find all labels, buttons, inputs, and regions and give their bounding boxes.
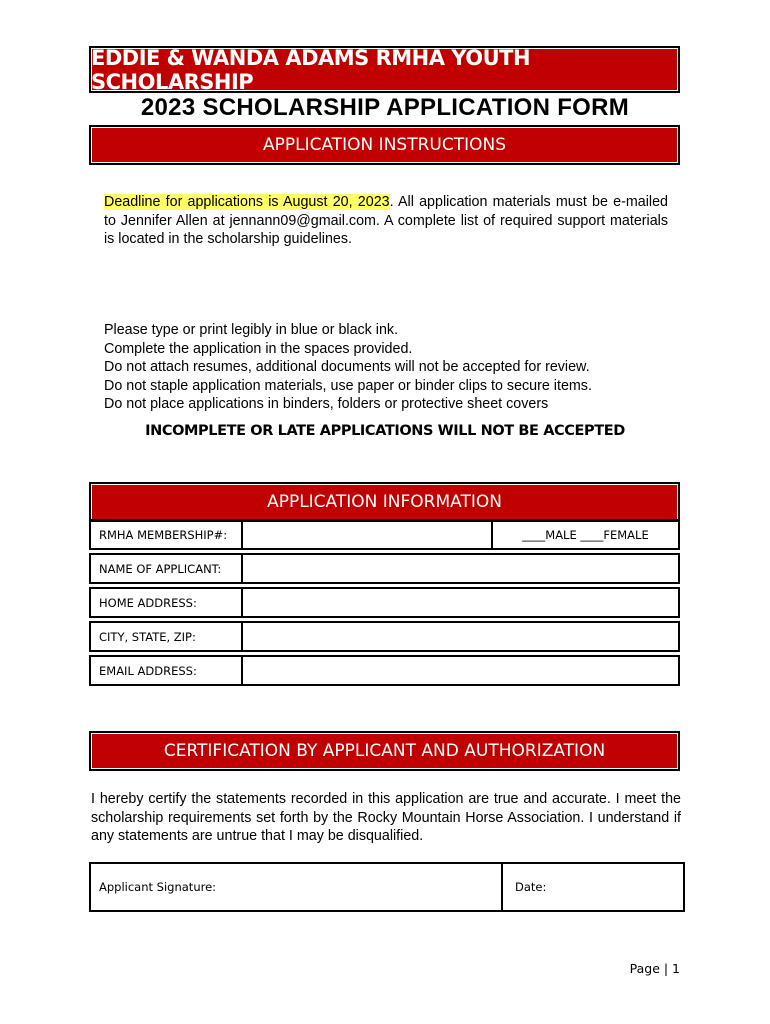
address-row [89, 587, 680, 618]
membership-row [89, 519, 680, 550]
certification-heading: CERTIFICATION BY APPLICANT AND AUTHORIZATION [163, 741, 606, 761]
date-label: Date: [515, 880, 547, 894]
city-row [89, 621, 680, 652]
list-item: Complete the application in the spaces provided. [104, 340, 413, 357]
instructions-list [104, 321, 592, 414]
address-label: HOME ADDRESS: [91, 589, 243, 616]
list-item: Please type or print legibly in blue or black ink. [104, 322, 399, 338]
date-field[interactable] [503, 864, 683, 910]
email-row [89, 655, 680, 686]
instructions-heading: APPLICATION INSTRUCTIONS [262, 135, 506, 155]
membership-field[interactable] [243, 521, 491, 548]
name-label: NAME OF APPLICANT: [91, 555, 243, 582]
info-heading: APPLICATION INFORMATION [267, 492, 502, 512]
certification-text: I hereby certify the statements recorded in this application are true and accurate. I meet the scholarship requirements set forth by the Rocky Mountain Horse Association. I understand if any statements are untrue that I may be disqualified. [91, 791, 681, 844]
gender-field[interactable]: ____MALE ____FEMALE [491, 521, 678, 548]
scholarship-title-banner [89, 46, 680, 93]
deadline-text: Deadline for applications is August 20, 2023 [104, 194, 390, 210]
signature-row [89, 862, 685, 912]
name-row [89, 553, 680, 584]
name-field[interactable] [243, 555, 678, 582]
page-number: Page | 1 [629, 961, 680, 976]
info-heading-banner [89, 482, 680, 522]
late-warning: INCOMPLETE OR LATE APPLICATIONS WILL NOT BE ACCEPTED [145, 423, 625, 439]
list-item: Do not place applications in binders, folders or protective sheet covers [104, 396, 549, 413]
instructions-body: . All application materials must be e-mailed to Jennifer Allen at jennann09@gmail.com. A complete list of required support materials is located in the scholarship guidelines. [104, 194, 668, 247]
signature-field[interactable] [91, 864, 503, 910]
scholarship-title: EDDIE & WANDA ADAMS RMHA YOUTH SCHOLARSHIP [91, 45, 531, 94]
certification-heading-banner [89, 731, 680, 771]
city-label: CITY, STATE, ZIP: [91, 623, 243, 650]
list-item: Do not staple application materials, use paper or binder clips to secure items. [104, 377, 592, 394]
address-field[interactable] [243, 589, 678, 616]
membership-label: RMHA MEMBERSHIP#: [91, 521, 243, 548]
list-item: Do not attach resumes, additional documents will not be accepted for review. [104, 359, 590, 376]
email-label: EMAIL ADDRESS: [91, 657, 243, 684]
instructions-paragraph [104, 193, 668, 249]
form-title: 2023 SCHOLARSHIP APPLICATION FORM [140, 94, 630, 121]
email-field[interactable] [243, 657, 678, 684]
city-field[interactable] [243, 623, 678, 650]
instructions-heading-banner [89, 125, 680, 165]
signature-label: Applicant Signature: [99, 880, 217, 894]
